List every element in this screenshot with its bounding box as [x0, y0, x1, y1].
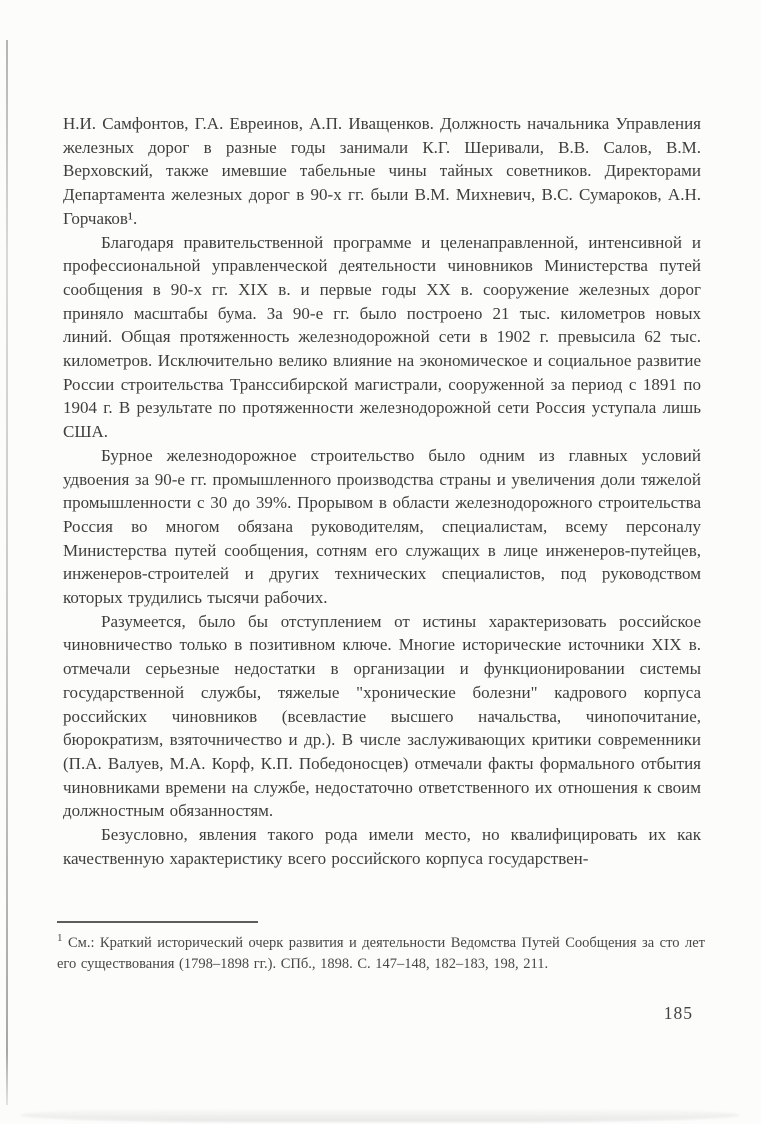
scan-edge-artifact: [6, 40, 8, 1105]
paragraph-continuation: Н.И. Самфонтов, Г.А. Евреинов, А.П. Иващенков. Должность начальника Управления железных дорог в разные годы занимали К.Г. Шеривали, В.В. Салов, В.М. Верховский, также имевшие табельные чины тайных советников. Директорами Департамента железных дорог в 90-х гг. были В.М. Михневич, В.С. Сумароков, А.Н. Горчаков¹.: [63, 114, 701, 228]
paragraph: Разумеется, было бы отступлением от истины характеризовать российское чиновничество только в позитивном ключе. Многие исторические источники XIX в. отмечали серьезные недостатки в организации и функционировании системы государственной службы, тяжелые "хронические болезни" кадрового корпуса российских чиновников (всевластие высшего начальства, чинопочитание, бюрократизм, взяточничество и др.). В числе заслуживающих критики современники (П.А. Валуев, М.А. Корф, К.П. Победоносцев) отмечали факты формального отбытия чиновниками времени на службе, недостаточно ответственного их отношения к своим должностным обязанностям.: [63, 611, 701, 821]
body-text: [63, 112, 701, 871]
footnote-text: См.: Краткий исторический очерк развития и деятельности Ведомства Путей Сообщения за сто лет его существования (1798–1898 гг.). СПб., 1898. С. 147–148, 182–183, 198, 211.: [57, 935, 705, 972]
paragraph: Благодаря правительственной программе и целенаправленной, интенсивной и профессиональной управленческой деятельности чиновников Министерства путей сообщения в 90-х гг. XIX в. и первые годы XX в. сооружение железных дорог приняло масштабы бума. За 90-е гг. было построено 21 тыс. километров новых линий. Общая протяженность железнодорожной сети в 1902 г. превысила 62 тыс. километров. Исключительно велико влияние на экономическое и социальное развитие России строительства Транссибирской магистрали, сооруженной за период с 1891 по 1904 г. В результате по протяженности железнодорожной сети Россия уступала лишь США.: [63, 232, 701, 442]
scan-bottom-shadow: [20, 1108, 740, 1122]
page-number: 185: [663, 1003, 693, 1023]
footnote-marker: 1: [57, 932, 63, 945]
paragraph: Бурное железнодорожное строительство было одним из главных условий удвоения за 90-е гг. промышленного производства страны и увеличения доли тяжелой промышленности с 30 до 39%. Прорывом в области железнодорожного строительства Россия во многом обязана руководителям, специалистам, всему персоналу Министерства путей сообщения, сотням его служащих в лице инженеров-путейцев, инженеров-строителей и других технических специалистов, под руководством которых трудились тысячи рабочих.: [63, 445, 701, 608]
footnote-separator: [57, 921, 258, 923]
paragraph: Безусловно, явления такого рода имели место, но квалифицировать их как качественную характеристику всего российского корпуса государствен-: [63, 825, 701, 868]
footnote: [57, 933, 705, 975]
